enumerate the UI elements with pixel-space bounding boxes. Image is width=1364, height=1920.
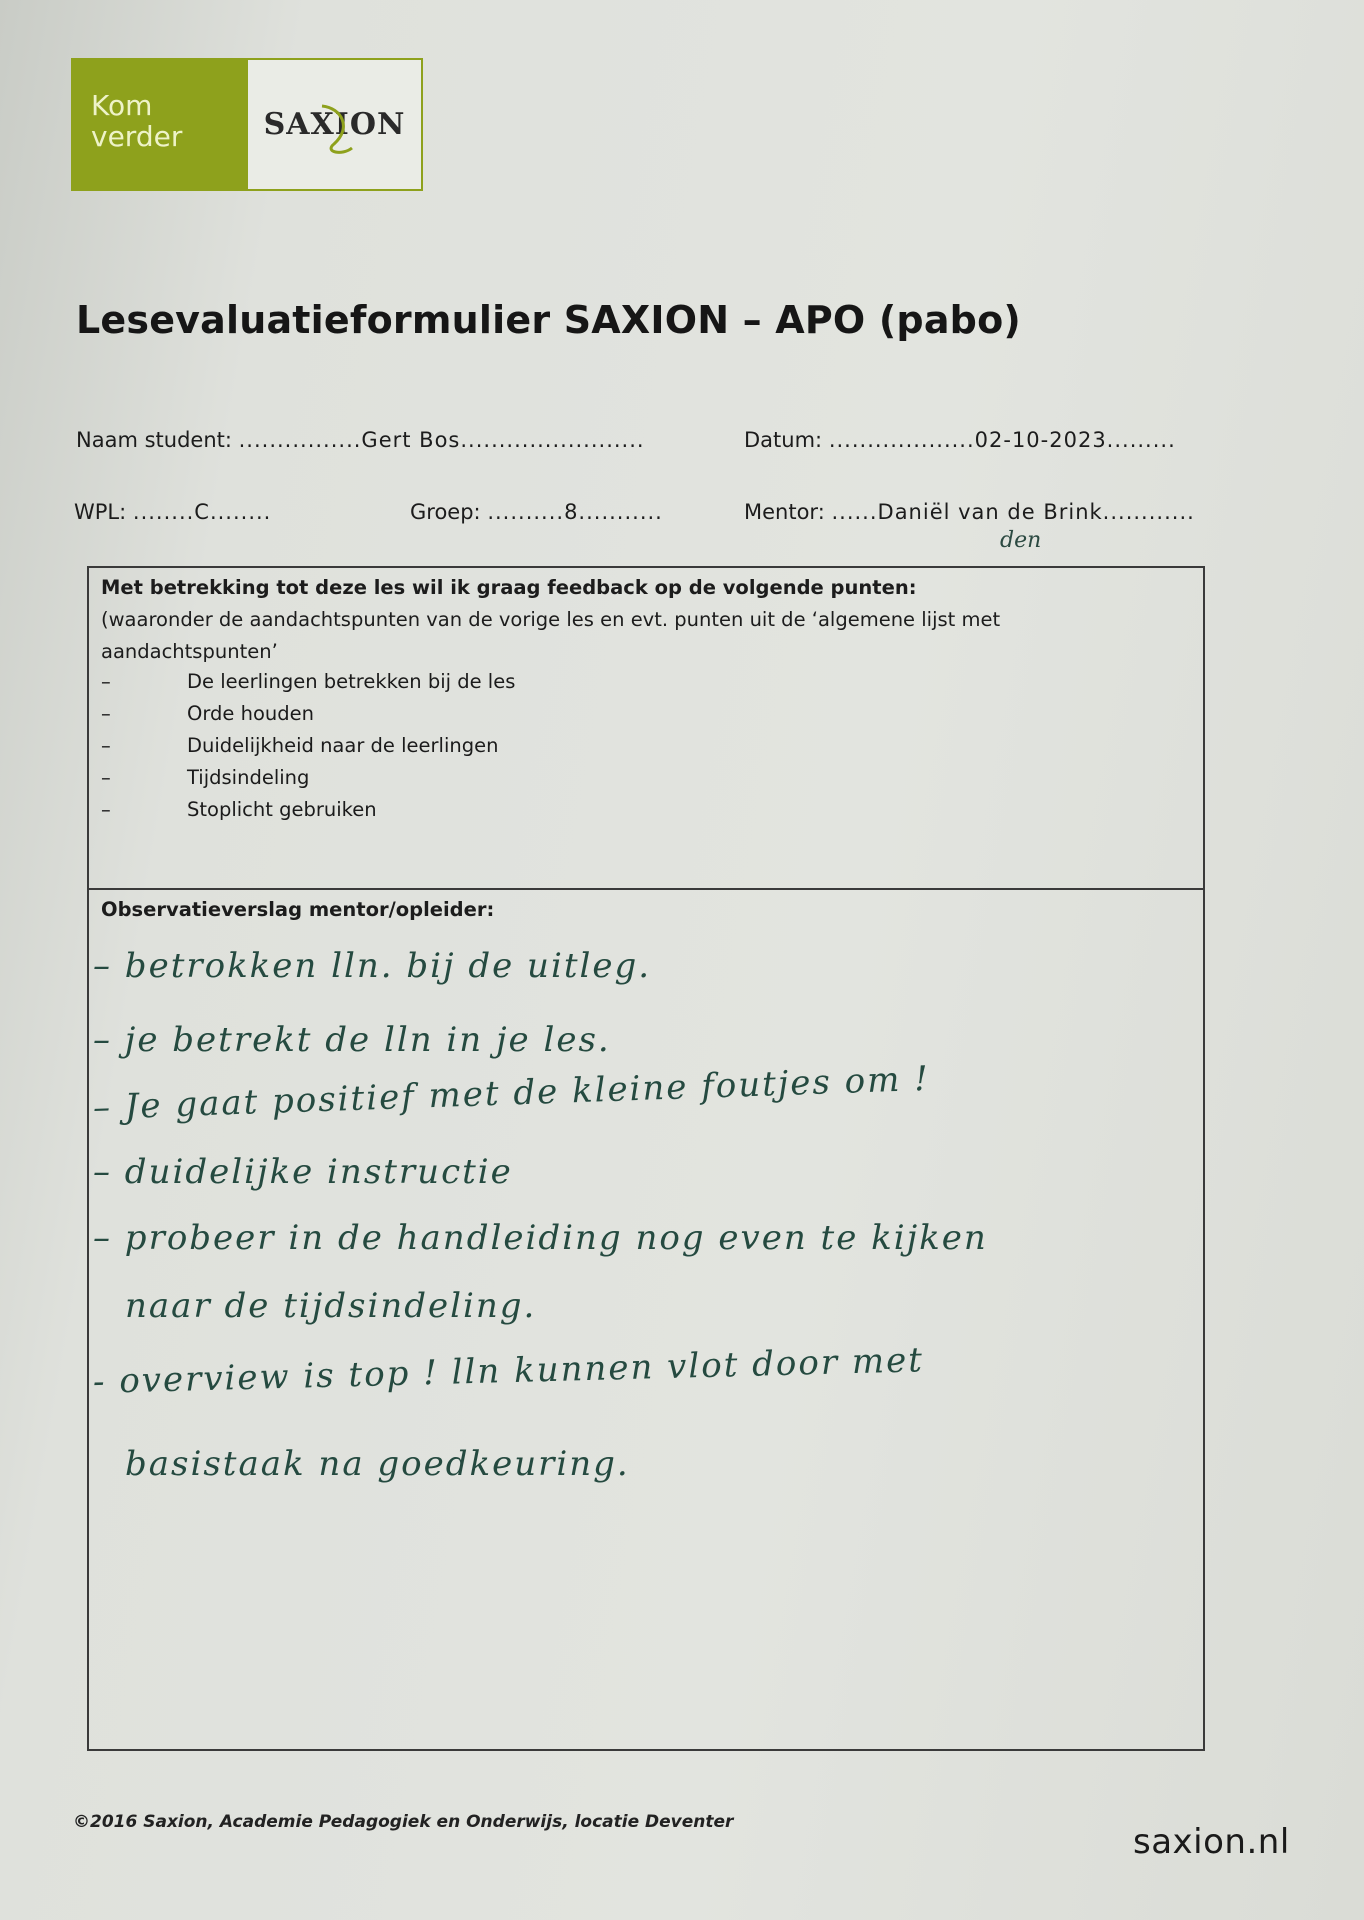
logo-tagline: [73, 60, 248, 189]
point-text: Duidelijkheid naar de leerlingen: [187, 734, 499, 757]
mentor-handwritten-correction: den: [1000, 528, 1042, 553]
feedback-heading: Met betrekking tot deze les wil ik graag feedback op de volgende punten:: [101, 576, 917, 599]
logo-brand-text: SAXION: [263, 107, 406, 142]
naam-label: Naam student:: [76, 428, 232, 452]
handwritten-line: - overview is top ! lln kunnen vlot door met: [92, 1340, 925, 1402]
dash: –: [101, 766, 111, 789]
point-text: De leerlingen betrekken bij de les: [187, 670, 516, 693]
feedback-subtext: (waaronder de aandachtspunten van de vorige les en evt. punten uit de ‘algemene lijst met aandachtspunten’: [101, 608, 1001, 663]
list-item: [101, 762, 515, 794]
list-item: [101, 698, 515, 730]
point-text: Stoplicht gebruiken: [187, 798, 377, 821]
handwritten-line: – betrokken lln. bij de uitleg.: [93, 946, 652, 986]
dash: –: [101, 670, 111, 693]
logo-tagline-line2: verder: [91, 120, 183, 153]
mentor-value: ......Daniël van de Brink............: [831, 500, 1195, 524]
wpl-field: [74, 500, 271, 524]
groep-label: Groep:: [410, 500, 481, 524]
feedback-intro: [101, 572, 1181, 668]
feedback-box: [87, 566, 1205, 1751]
datum-value: ...................02-10-2023.........: [828, 428, 1176, 452]
list-item: [101, 666, 515, 698]
handwritten-line: naar de tijdsindeling.: [125, 1286, 537, 1326]
groep-field: [410, 500, 663, 524]
wpl-value: ........C........: [132, 500, 272, 524]
naam-student-field: [76, 428, 645, 452]
observation-label: Observatieverslag mentor/opleider:: [101, 898, 495, 921]
dash: –: [101, 702, 111, 725]
footer-copyright: ©2016 Saxion, Academie Pedagogiek en Onderwijs, locatie Deventer: [73, 1812, 734, 1832]
groep-value: ..........8...........: [487, 500, 663, 524]
list-item: [101, 730, 515, 762]
saxion-logo: [71, 58, 423, 191]
mentor-label: Mentor:: [744, 500, 825, 524]
handwritten-line: basistaak na goedkeuring.: [125, 1444, 630, 1484]
feedback-points-list: [101, 666, 515, 826]
footer-website: saxion.nl: [1133, 1822, 1290, 1862]
point-text: Orde houden: [187, 702, 314, 725]
datum-field: [744, 428, 1176, 452]
section-divider: [89, 888, 1203, 890]
dash: –: [101, 798, 111, 821]
naam-value: ................Gert Bos........................: [238, 428, 645, 452]
handwritten-line: – Je gaat positief met de kleine foutjes om !: [92, 1058, 931, 1128]
logo-brand-area: [248, 60, 421, 189]
handwritten-line: – probeer in de handleiding nog even te kijken: [93, 1218, 988, 1258]
mentor-field: [744, 500, 1195, 524]
logo-tagline-line1: Kom: [91, 89, 153, 122]
saxion-swirl-icon: [312, 98, 362, 158]
dash: –: [101, 734, 111, 757]
handwritten-line: – je betrekt de lln in je les.: [93, 1020, 611, 1060]
handwritten-line: – duidelijke instructie: [93, 1152, 513, 1192]
page-title: Lesevaluatieformulier SAXION – APO (pabo): [76, 298, 1021, 342]
wpl-label: WPL:: [74, 500, 127, 524]
point-text: Tijdsindeling: [187, 766, 310, 789]
list-item: [101, 794, 515, 826]
datum-label: Datum:: [744, 428, 823, 452]
